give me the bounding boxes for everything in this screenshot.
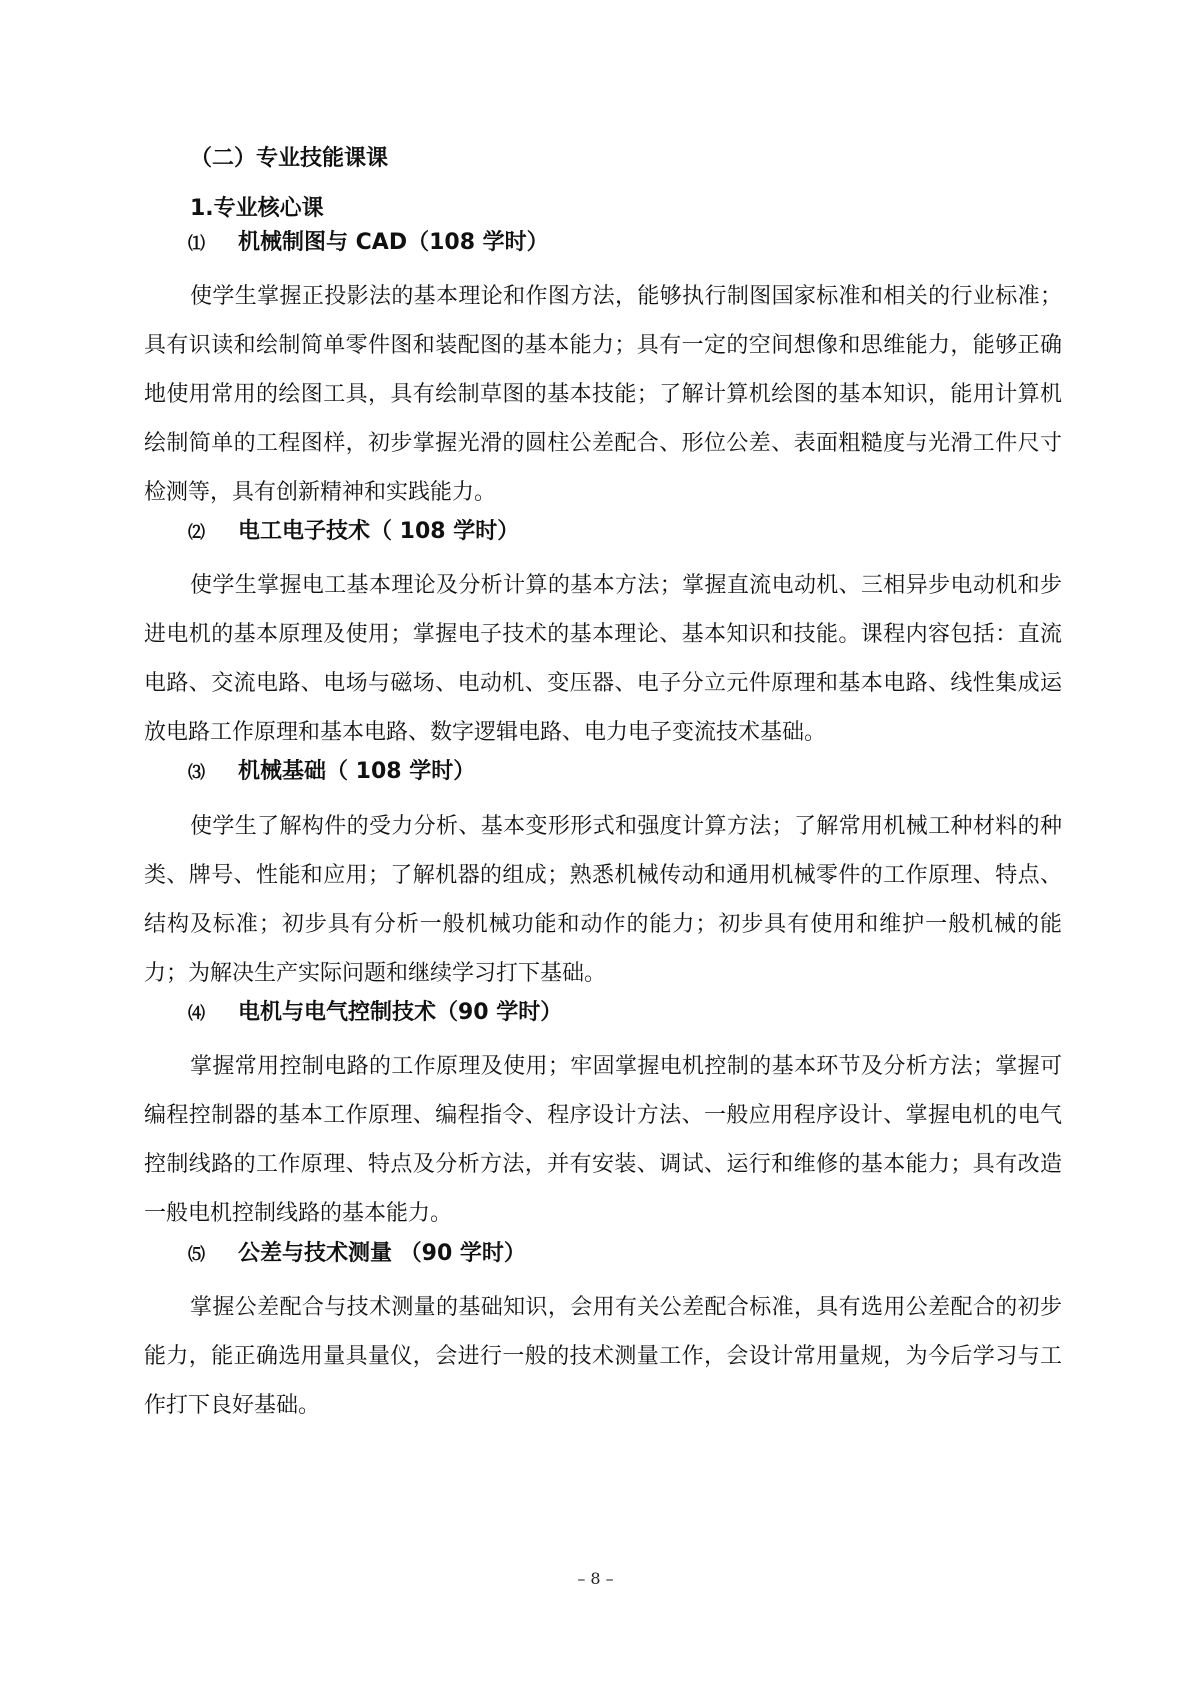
course-title-text-4: 电机与电气控制技术（90 学时） [238,1000,563,1025]
course-description-1: 使学生掌握正投影法的基本理论和作图方法，能够执行制图国家标准和相关的行业标准；具有识读和绘制简单零件图和装配图的基本能力；具有一定的空间想像和思维能力，能够正确地使用常用的绘图工具，具有绘制草图的基本技能；了解计算机绘图的基本知识，能用计算机绘制简单的工程图样，初步掌握光滑的圆柱公差配合、形位公差、表面粗糙度与光滑工件尺寸检测等，具有创新精神和实践能力。 [144,284,1062,505]
course-description-5: 掌握公差配合与技术测量的基础知识，会用有关公差配合标准，具有选用公差配合的初步能力，能正确选用量具量仪，会进行一般的技术测量工作，会设计常用量规，为今后学习与工作打下良好基础。 [144,1295,1062,1418]
course-title-2 [188,517,519,548]
course-description-4: 掌握常用控制电路的工作原理及使用；牢固掌握电机控制的基本环节及分析方法；掌握可编程控制器的基本工作原理、编程指令、程序设计方法、一般应用程序设计、掌握电机的电气控制线路的工作原理、特点及分析方法，并有安装、调试、运行和维修的基本能力；具有改造一般电机控制线路的基本能力。 [144,1054,1062,1226]
course-title-5 [188,1239,526,1270]
course-number-5: ⑸ [188,1245,205,1265]
page-number: – 8 – [577,1569,614,1588]
course-description-2: 使学生掌握电工基本理论及分析计算的基本方法；掌握直流电动机、三相异步电动机和步进电机的基本原理及使用；掌握电子技术的基本理论、基本知识和技能。课程内容包括：直流电路、交流电路、电场与磁场、电动机、变压器、电子分立元件原理和基本电路、线性集成运放电路工作原理和基本电路、数字逻辑电路、电力电子变流技术基础。 [144,573,1062,745]
course-number-2: ⑵ [188,523,205,543]
course-title-text-3: 机械基础（ 108 学时） [238,759,476,784]
course-number-4: ⑷ [188,1004,205,1024]
course-number-1: ⑴ [188,234,205,254]
course-title-text-5: 公差与技术测量 （90 学时） [238,1241,526,1266]
course-title-4 [188,998,562,1029]
course-title-1 [188,228,549,259]
subsection-heading: 1.专业核心课 [190,196,324,221]
course-description-3: 使学生了解构件的受力分析、基本变形形式和强度计算方法；了解常用机械工种材料的种类、牌号、性能和应用；了解机器的组成；熟悉机械传动和通用机械零件的工作原理、特点、结构及标准；初步具有分析一般机械功能和动作的能力；初步具有使用和维护一般机械的能力；为解决生产实际问题和继续学习打下基础。 [144,814,1062,986]
course-title-3 [188,757,475,788]
section-heading: （二）专业技能课课 [190,146,389,171]
course-number-3: ⑶ [188,763,205,783]
course-title-text-2: 电工电子技术（ 108 学时） [238,519,520,544]
course-title-text-1: 机械制图与 CAD（108 学时） [238,230,549,255]
